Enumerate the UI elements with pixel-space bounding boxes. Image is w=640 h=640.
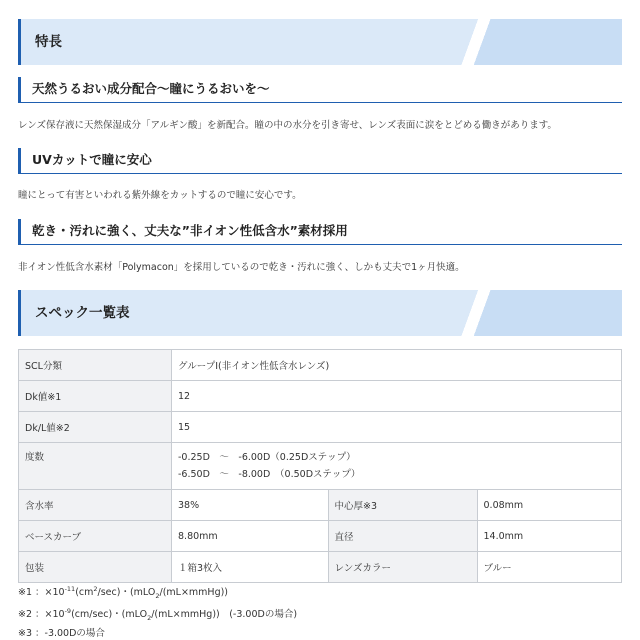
bc-label: ベースカーブ: [19, 521, 172, 552]
power-range-1: -0.25D ～ -6.00D（0.25Dステップ）: [178, 452, 356, 463]
color-label: レンズカラー: [328, 552, 477, 583]
spec-table: [18, 349, 622, 583]
dk-label: Dk値※1: [19, 381, 172, 412]
feature-heading-2-text: UVカットで瞳に安心: [32, 152, 152, 167]
dia-value: 14.0mm: [477, 521, 622, 552]
center-label: 中心厚※3: [328, 490, 477, 521]
feature-text-3: 非イオン性低含水素材「Polymacon」を採用しているので乾き・汚れに強く、しかも丈夫で1ヶ月快適。: [18, 262, 465, 273]
pack-value: １箱3枚入: [172, 552, 329, 583]
table-row: [19, 490, 622, 521]
bc-value: 8.80mm: [172, 521, 329, 552]
table-row: [19, 381, 622, 412]
color-value: ブルー: [477, 552, 622, 583]
pack-label: 包装: [19, 552, 172, 583]
footnote-3: ※3 ：-3.00Dの場合: [18, 628, 105, 640]
table-row: [19, 521, 622, 552]
spec-banner: [18, 290, 622, 336]
dkl-label: Dk/L値※2: [19, 412, 172, 443]
footnote-1: ※1 ：$\times 10^{-11}(cm^2/\sec)$・(mLO$_2$/(mL×mmHg)): [18, 585, 229, 601]
feature-text-2: 瞳にとって有害といわれる紫外線をカットするので瞳に安心です。: [18, 190, 302, 201]
power-value: [172, 443, 622, 490]
scl-value: グループⅠ(非イオン性低含水レンズ): [172, 350, 622, 381]
footnotes: [18, 582, 297, 640]
center-value: 0.08mm: [477, 490, 622, 521]
footnote-2: ※2 ：$\times 10^{-9}(cm/\sec)$・(mLO$_2$/(mL×mmHg)) (-3.00Dの場合): [18, 607, 298, 623]
power-range-2: -6.50D ～ -8.00D （0.50Dステップ）: [178, 469, 361, 480]
water-label: 含水率: [19, 490, 172, 521]
feature-text-1: レンズ保存液に天然保湿成分「アルギン酸」を新配合。瞳の中の水分を引き寄せ、レンズ表面に涙をとどめる働きがあります。: [18, 120, 557, 131]
features-banner: [18, 19, 622, 65]
feature-heading-1: [18, 77, 622, 103]
scl-label: SCL分類: [19, 350, 172, 381]
water-value: 38%: [172, 490, 329, 521]
spec-banner-title: スペック一覧表: [35, 305, 130, 321]
power-label: 度数: [19, 443, 172, 490]
dk-value: 12: [172, 381, 622, 412]
table-row: [19, 412, 622, 443]
feature-heading-1-text: 天然うるおい成分配合〜瞳にうるおいを〜: [32, 81, 270, 96]
dia-label: 直径: [328, 521, 477, 552]
table-row: [19, 350, 622, 381]
dkl-value: 15: [172, 412, 622, 443]
features-banner-title: 特長: [35, 34, 62, 50]
table-row: [19, 552, 622, 583]
feature-heading-2: [18, 148, 622, 174]
table-row: [19, 443, 622, 490]
feature-heading-3-text: 乾き・汚れに強く、丈夫な”非イオン性低含水”素材採用: [32, 223, 348, 238]
feature-heading-3: [18, 219, 622, 245]
